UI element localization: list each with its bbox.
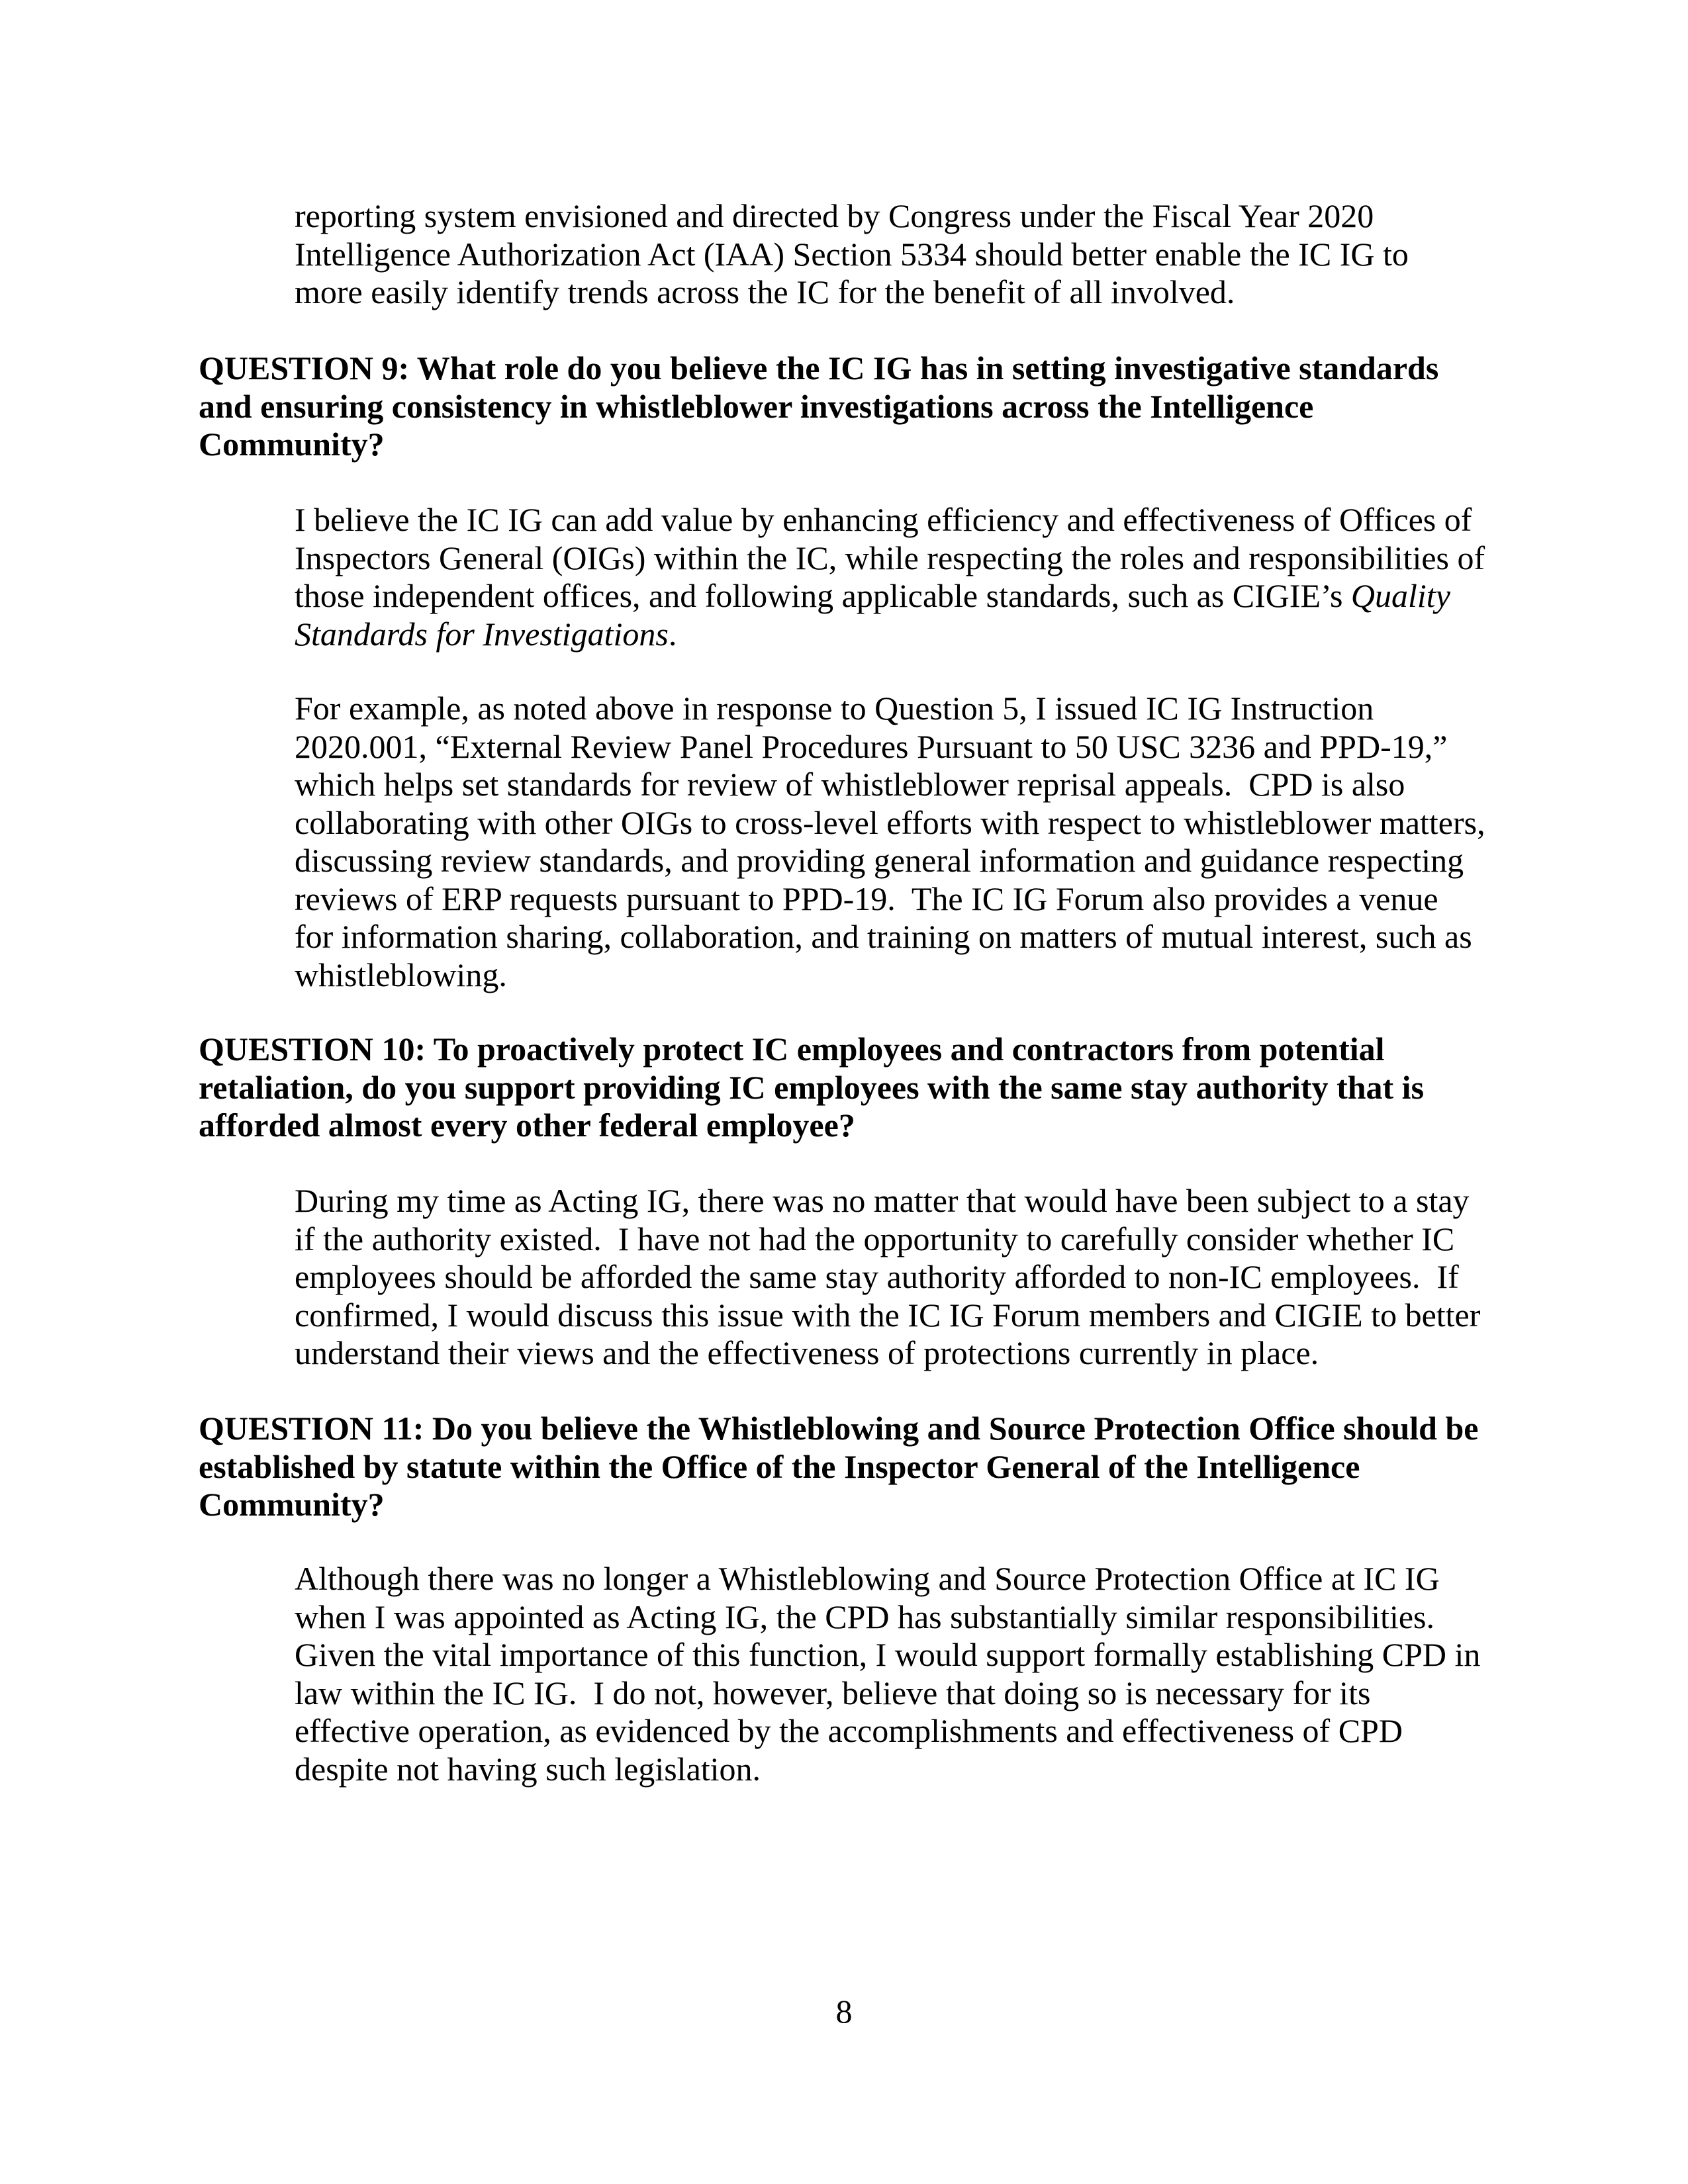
text-line: Inspectors General (OIGs) within the IC, while respecting the roles and responsibilities of <box>295 539 1485 576</box>
text-line: retaliation, do you support providing IC employees with the same stay authority that is <box>199 1068 1425 1106</box>
question-11-answer-paragraph-1 <box>295 1560 1486 1636</box>
text-line: confirmed, I would discuss this issue with the IC IG Forum members and CIGIE to better <box>295 1296 1481 1334</box>
text-line: and ensuring consistency in whistleblower investigations across the Intelligence <box>199 387 1314 425</box>
text-line: Although there was no longer a Whistleblowing and Source Protection Office at IC IG <box>295 1560 1440 1597</box>
text-line: Community? <box>199 1486 385 1523</box>
italic-title: Standards for Investigations <box>295 615 669 653</box>
text-line <box>295 577 1486 615</box>
question-11-heading <box>199 1410 1483 1524</box>
text-line: reporting system envisioned and directed by Congress under the Fiscal Year 2020 <box>295 197 1374 234</box>
continuation-paragraph <box>295 197 1486 312</box>
text-line: Intelligence Authorization Act (IAA) Section 5334 should better enable the IC IG to <box>295 235 1409 273</box>
italic-title: Quality <box>1350 577 1450 614</box>
question-10-answer-paragraph-1 <box>295 1182 1486 1373</box>
text-line: QUESTION 9: What role do you believe the IC IG has in setting investigative standards <box>199 349 1439 387</box>
text-line: For example, as noted above in response to Question 5, I issued IC IG Instruction <box>295 690 1374 727</box>
text-line: more easily identify trends across the IC for the benefit of all involved. <box>295 273 1235 310</box>
text-line: if the authority existed. I have not had the opportunity to carefully consider whether IC <box>295 1220 1455 1257</box>
text-line: when I was appointed as Acting IG, the CPD has substantially similar responsibilities. <box>295 1598 1434 1635</box>
text-line: despite not having such legislation. <box>295 1750 761 1788</box>
question-9-heading <box>199 349 1483 464</box>
text-line: reviews of ERP requests pursuant to PPD-19. The IC IG Forum also provides a venue <box>295 880 1438 917</box>
text-line: collaborating with other OIGs to cross-level efforts with respect to whistleblower matters, <box>295 803 1485 841</box>
text-line <box>295 615 1486 654</box>
text-line: established by statute within the Office of the Inspector General of the Intelligence <box>199 1447 1360 1485</box>
text-line: I believe the IC IG can add value by enhancing efficiency and effectiveness of Offices of <box>295 501 1472 538</box>
text-segment: those independent offices, and following applicable standards, such as CIGIE’s <box>295 577 1351 614</box>
text-line: whistleblowing. <box>295 956 507 993</box>
text-segment: . <box>668 615 677 653</box>
text-line: Community? <box>199 426 385 463</box>
question-9-answer-paragraph-2 <box>295 690 1486 994</box>
text-line: for information sharing, collaboration, and training on matters of mutual interest, such as <box>295 918 1472 955</box>
text-line: law within the IC IG. I do not, however, believe that doing so is necessary for its <box>295 1674 1371 1711</box>
question-9-answer-paragraph-1 <box>295 501 1486 653</box>
text-line: afforded almost every other federal employee? <box>199 1107 855 1144</box>
text-line: employees should be afforded the same stay authority afforded to non-IC employees. If <box>295 1258 1459 1295</box>
text-line: which helps set standards for review of whistleblower reprisal appeals. CPD is also <box>295 766 1405 803</box>
text-line: understand their views and the effectiveness of protections currently in place. <box>295 1334 1319 1371</box>
text-line: 2020.001, “External Review Panel Procedures Pursuant to 50 USC 3236 and PPD-19,” <box>295 727 1448 765</box>
text-line: discussing review standards, and providing general information and guidance respecting <box>295 842 1464 879</box>
text-line: QUESTION 11: Do you believe the Whistleblowing and Source Protection Office should be <box>199 1410 1479 1447</box>
question-11-answer-paragraph-2 <box>295 1636 1486 1788</box>
text-line: effective operation, as evidenced by the accomplishments and effectiveness of CPD <box>295 1712 1403 1749</box>
text-line: Given the vital importance of this function, I would support formally establishing CPD in <box>295 1636 1481 1673</box>
question-10-heading <box>199 1030 1483 1145</box>
text-line: During my time as Acting IG, there was no matter that would have been subject to a stay <box>295 1182 1470 1219</box>
page-number: 8 <box>835 1993 853 2030</box>
text-line: QUESTION 10: To proactively protect IC employees and contractors from potential <box>199 1030 1385 1068</box>
